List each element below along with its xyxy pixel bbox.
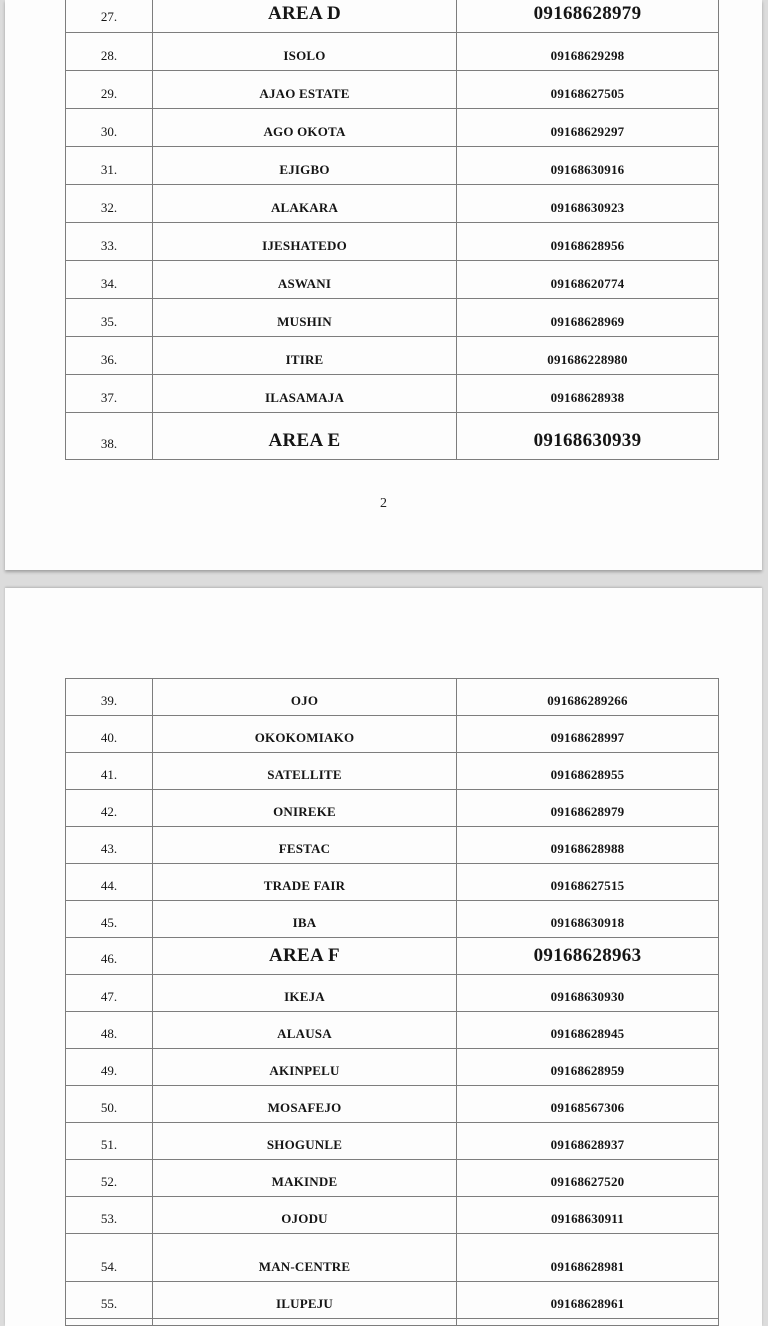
phone-number-cell: 09168628959 (457, 1049, 719, 1086)
row-number-cell: 40. (66, 716, 153, 753)
table-row (66, 1160, 719, 1197)
table-row (66, 1319, 719, 1326)
table-row (66, 901, 719, 938)
office-name-cell: AREA D (153, 0, 457, 33)
document-page-lower (5, 588, 762, 1326)
row-number-cell: 32. (66, 185, 153, 223)
office-name-cell: ITIRE (153, 337, 457, 375)
office-name-cell: MAN-CENTRE (153, 1234, 457, 1282)
row-number-cell: 47. (66, 975, 153, 1012)
row-number-cell: 31. (66, 147, 153, 185)
row-number-cell: 51. (66, 1123, 153, 1160)
table-row (66, 0, 719, 33)
office-name-cell: AREA E (153, 413, 457, 460)
phone-number-cell: 09168629298 (457, 33, 719, 71)
row-number-cell: 39. (66, 679, 153, 716)
office-name-cell: AKINPELU (153, 1049, 457, 1086)
table-row (66, 716, 719, 753)
table-row (66, 827, 719, 864)
office-name-cell: AREA F (153, 938, 457, 975)
row-number-cell: 28. (66, 33, 153, 71)
row-number-cell: 55. (66, 1282, 153, 1319)
row-number-cell: 38. (66, 413, 153, 460)
phone-number-cell: 09168628937 (457, 1123, 719, 1160)
table-row (66, 1234, 719, 1282)
office-name-cell: ALAKARA (153, 185, 457, 223)
office-name-cell: IJESHATEDO (153, 223, 457, 261)
phone-number-cell: 091686228980 (457, 337, 719, 375)
phone-number-cell: 09168628979 (457, 0, 719, 33)
phone-number-cell: 09168620774 (457, 261, 719, 299)
office-name-cell: TRADE FAIR (153, 864, 457, 901)
row-number-cell: 53. (66, 1197, 153, 1234)
row-number-cell (66, 1319, 153, 1326)
document-page-upper (5, 0, 762, 570)
table-row (66, 1086, 719, 1123)
table-row (66, 753, 719, 790)
office-name-cell: EJIGBO (153, 147, 457, 185)
office-name-cell: ASWANI (153, 261, 457, 299)
phone-number-cell: 09168628988 (457, 827, 719, 864)
office-name-cell: ISOLO (153, 33, 457, 71)
office-name-cell: ONIREKE (153, 790, 457, 827)
row-number-cell: 30. (66, 109, 153, 147)
table-row (66, 938, 719, 975)
office-name-cell: IBA (153, 901, 457, 938)
phone-number-cell: 09168628981 (457, 1234, 719, 1282)
row-number-cell: 54. (66, 1234, 153, 1282)
row-number-cell: 46. (66, 938, 153, 975)
table-row (66, 223, 719, 261)
row-number-cell: 42. (66, 790, 153, 827)
phone-number-cell: 09168630939 (457, 413, 719, 460)
office-name-cell: FESTAC (153, 827, 457, 864)
phone-number-cell: 09168627505 (457, 71, 719, 109)
phone-number-cell: 09168628961 (457, 1282, 719, 1319)
office-name-cell: ILUPEJU (153, 1282, 457, 1319)
table-row (66, 261, 719, 299)
office-name-cell: AJAO ESTATE (153, 71, 457, 109)
phone-number-cell: 09168628969 (457, 299, 719, 337)
table-row (66, 679, 719, 716)
phone-number-cell: 09168630916 (457, 147, 719, 185)
office-name-cell: SATELLITE (153, 753, 457, 790)
table-row (66, 337, 719, 375)
office-name-cell: OJODU (153, 1197, 457, 1234)
office-name-cell: IKEJA (153, 975, 457, 1012)
row-number-cell: 41. (66, 753, 153, 790)
office-name-cell: ALAUSA (153, 1012, 457, 1049)
table-row (66, 1197, 719, 1234)
table-row (66, 975, 719, 1012)
contact-table-page-lower (65, 678, 719, 1326)
row-number-cell: 52. (66, 1160, 153, 1197)
row-number-cell: 44. (66, 864, 153, 901)
row-number-cell: 43. (66, 827, 153, 864)
table-row (66, 71, 719, 109)
row-number-cell: 33. (66, 223, 153, 261)
table-row (66, 299, 719, 337)
phone-number-cell: 09168630911 (457, 1197, 719, 1234)
row-number-cell: 45. (66, 901, 153, 938)
row-number-cell: 29. (66, 71, 153, 109)
phone-number-cell: 09168628956 (457, 223, 719, 261)
table-row (66, 864, 719, 901)
table-row (66, 375, 719, 413)
office-name-cell: MAKINDE (153, 1160, 457, 1197)
phone-number-cell: 09168628963 (457, 938, 719, 975)
row-number-cell: 50. (66, 1086, 153, 1123)
phone-number-cell: 09168628945 (457, 1012, 719, 1049)
table-row (66, 185, 719, 223)
table-row (66, 147, 719, 185)
phone-number-cell: 09168630918 (457, 901, 719, 938)
office-name-cell: AGO OKOTA (153, 109, 457, 147)
row-number-cell: 36. (66, 337, 153, 375)
office-name-cell: MUSHIN (153, 299, 457, 337)
table-row (66, 413, 719, 460)
table-row (66, 1282, 719, 1319)
row-number-cell: 37. (66, 375, 153, 413)
phone-number-cell: 09168628938 (457, 375, 719, 413)
row-number-cell: 35. (66, 299, 153, 337)
table-row (66, 109, 719, 147)
contact-table-page-upper (65, 0, 719, 460)
phone-number-cell: 09168627520 (457, 1160, 719, 1197)
table-row (66, 1123, 719, 1160)
row-number-cell: 49. (66, 1049, 153, 1086)
office-name-cell: SHOGUNLE (153, 1123, 457, 1160)
office-name-cell: ILASAMAJA (153, 375, 457, 413)
phone-number-cell: 09168628979 (457, 790, 719, 827)
phone-number-cell: 09168628997 (457, 716, 719, 753)
office-name-cell: OKOKOMIAKO (153, 716, 457, 753)
office-name-cell: MOSAFEJO (153, 1086, 457, 1123)
phone-number-cell: 09168630930 (457, 975, 719, 1012)
phone-number-cell (457, 1319, 719, 1326)
row-number-cell: 27. (66, 0, 153, 33)
phone-number-cell: 09168627515 (457, 864, 719, 901)
table-row (66, 1012, 719, 1049)
phone-number-cell: 091686289266 (457, 679, 719, 716)
row-number-cell: 34. (66, 261, 153, 299)
phone-number-cell: 09168630923 (457, 185, 719, 223)
row-number-cell: 48. (66, 1012, 153, 1049)
phone-number-cell: 09168567306 (457, 1086, 719, 1123)
office-name-cell: OJO (153, 679, 457, 716)
office-name-cell (153, 1319, 457, 1326)
table-row (66, 33, 719, 71)
phone-number-cell: 09168628955 (457, 753, 719, 790)
phone-number-cell: 09168629297 (457, 109, 719, 147)
table-row (66, 790, 719, 827)
table-row (66, 1049, 719, 1086)
page-number-label: 2 (380, 496, 387, 511)
